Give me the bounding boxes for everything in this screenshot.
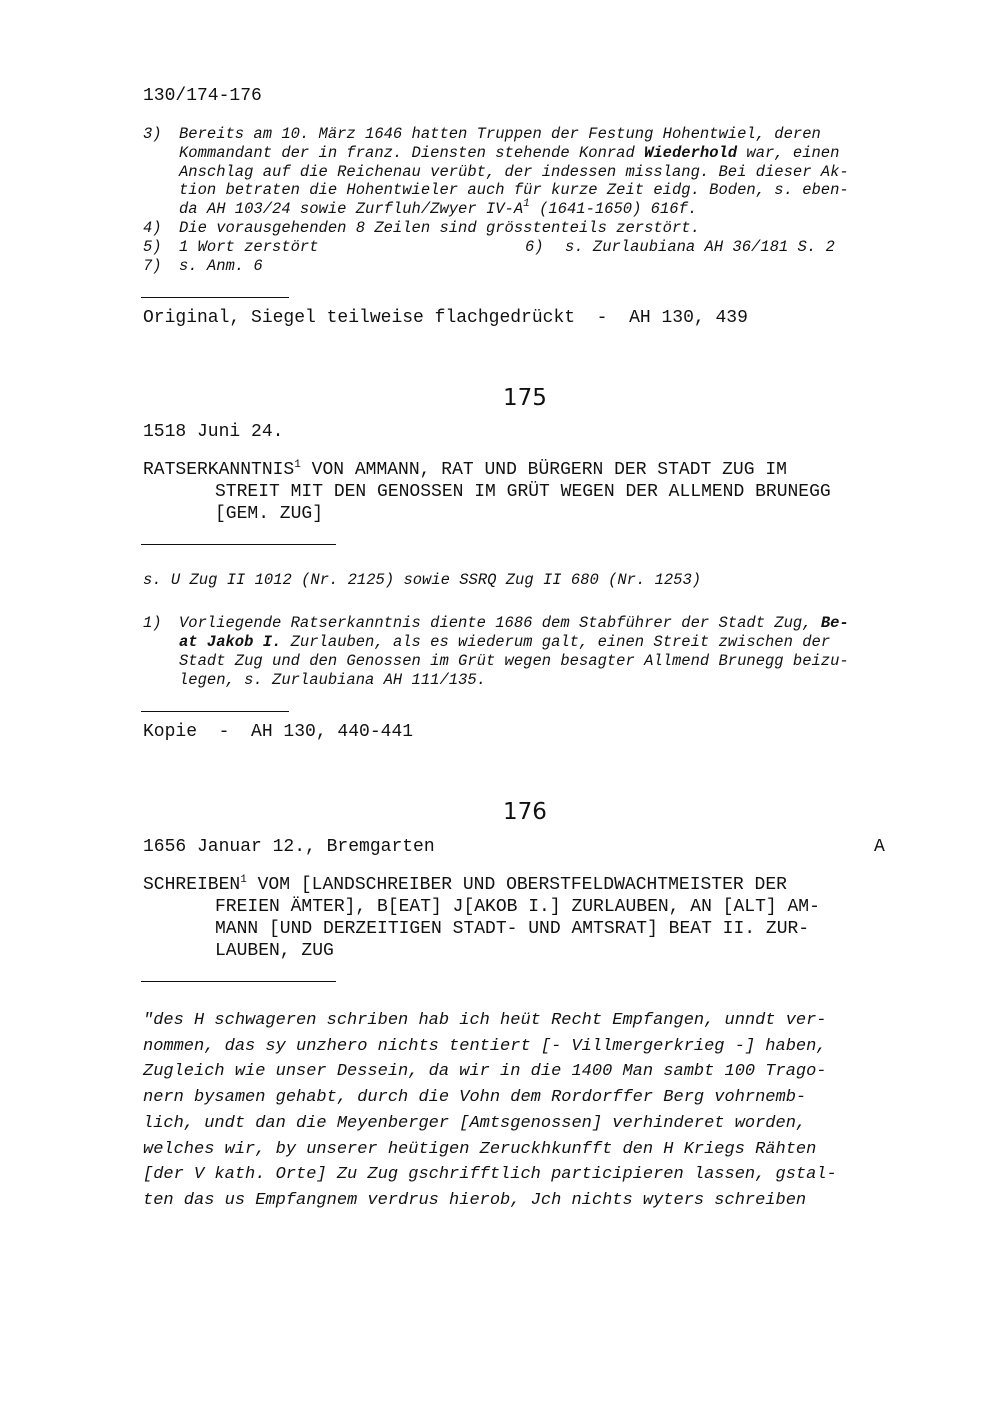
transcription-line: "des H schwageren schriben hab ich heüt Recht Empfangen, unndt ver- [143,1011,827,1030]
text-segment: (1641-1650) 616f. [529,200,698,219]
transcription-line: nommen, das sy unzhero nichts tentiert [- Villmergerkrieg -] haben, [143,1036,827,1056]
footnote-marker: 1 [240,874,247,886]
source-note-174: Original, Siegel teilweise flachgedrückt - AH 130, 439 [143,308,748,328]
text-segment: Die vorausgehenden 8 Zeilen sind grösstenteils zerstört. [179,219,700,237]
transcription-line: Zugleich wie unser Dessein, da wir in die 1400 Man sambt 100 Trago- [143,1062,827,1082]
document-marker-176: A [874,837,885,857]
title-line [143,459,787,481]
document-text-176 [143,1008,903,1218]
text-segment: tion betraten die Hohentwieler auch für kurze Zeit eidg. Boden, s. eben- [179,181,849,200]
text-segment: SCHREIBEN [143,875,241,895]
text-segment: legen, s. Zurlaubiana AH 111/135. [179,671,486,689]
footnotes-174 [143,125,923,275]
text-segment: LAUBEN, ZUG [215,941,334,961]
text-segment: [GEM. ZUG] [215,504,324,524]
text-segment: VON AMMANN, RAT UND BÜRGERN DER STADT ZUG IM [300,460,787,480]
footnote-number: 5) [143,237,162,256]
document-title-175 [143,459,913,529]
text-segment: war, einen [737,143,840,162]
footnote-175 [143,614,923,694]
text-segment: VOM [LANDSCHREIBER UND OBERSTFELDWACHTMEISTER DER [246,875,787,895]
title-line [215,481,831,503]
document-number-175: 175 [503,385,547,411]
text-segment: Zurlauben, als es wiederum galt, einen Streit zwischen der [281,633,831,651]
footnote-marker: 1 [294,459,301,471]
text-segment: da AH 103/24 sowie Zurfluh/Zwyer IV-A [179,200,524,219]
transcription-line: ten das us Empfangnem verdrus hierob, Jch nichts wyters schreiben [143,1190,807,1210]
reference-175: s. U Zug II 1012 (Nr. 2125) sowie SSRQ Zug II 680 (Nr. 1253) [143,571,702,589]
text-segment: Kommandant der in franz. Diensten stehende Konrad [179,143,645,162]
bold-name: Be- [820,614,849,632]
footnote-text-line [179,614,849,633]
footnote-text-line [179,671,486,690]
text-segment: Vorliegende Ratserkanntnis diente 1686 dem Stabführer der Stadt Zug, [179,614,821,632]
document-number-176: 176 [503,799,547,825]
title-line [215,918,809,940]
footnote-number: 6) [525,237,544,256]
footnote-number: 4) [143,219,162,237]
text-segment: FREIEN ÄMTER], B[EAT] J[AKOB I.] ZURLAUBEN, AN [ALT] AM- [215,897,820,917]
footnote-text-line: s. Zurlaubiana AH 36/181 S. 2 [565,237,835,256]
footnote-text-line [179,163,849,182]
transcription-line: lich, undt dan die Meyenberger [Amtsgenossen] verhinderet worden, [143,1113,807,1133]
text-segment: STREIT MIT DEN GENOSSEN IM GRÜT WEGEN DER ALLMEND BRUNEGG [215,482,831,502]
divider-rule [141,544,336,545]
divider-rule [141,711,289,712]
text-segment: Anschlag auf die Reichenau verübt, der indessen misslang. Bei dieser Ak- [179,162,849,181]
text-segment: 1 Wort zerstört [179,237,319,256]
title-line [215,940,334,962]
text-segment: Bereits am 10. März 1646 hatten Truppen der Festung Hohentwiel, deren [179,125,821,143]
footnote-text-line [179,144,839,163]
footnote-text-line [179,125,821,144]
text-segment: RATSERKANNTNIS [143,460,295,480]
footnote-marker: 1 [523,198,530,211]
transcription-line: nern bysamen gehabt, durch die Vohn dem Rordorffer Berg vohrnemb- [143,1088,807,1108]
title-line [215,503,323,525]
footnote-text-line [179,652,849,671]
footnote-text-line [179,200,697,219]
footnote-text-line [179,238,319,257]
footnote-text-line [179,257,263,276]
transcription-line: [der V kath. Orte] Zu Zug gschrifftlich participieren lassen, gstal- [143,1165,837,1185]
source-note-175: Kopie - AH 130, 440-441 [143,722,414,742]
footnote-text-line [179,181,849,200]
title-line [215,896,820,918]
footnote-number: 3) [143,125,162,143]
footnote-number: 7) [143,256,162,275]
title-line [143,874,787,896]
page-reference: 130/174-176 [143,86,262,106]
transcription-line: welches wir, by unserer heütigen Zeruckhkunfft den H Kriegs Rähten [143,1139,817,1159]
footnote-number: 1) [143,614,162,632]
bold-name: Wiederhold [644,143,738,162]
footnote-text-line [179,219,700,238]
document-title-176 [143,874,913,966]
document-date-175: 1518 Juni 24. [143,422,284,442]
bold-name: at Jakob I. [179,633,282,651]
divider-rule [141,981,336,982]
divider-rule [141,297,289,298]
text-segment: MANN [UND DERZEITIGEN STADT- UND AMTSRAT] BEAT II. ZUR- [215,919,810,939]
text-segment: Stadt Zug und den Genossen im Grüt wegen besagter Allmend Brunegg beizu- [179,652,849,670]
footnote-text-line [179,633,830,652]
text-segment: s. Anm. 6 [179,256,263,275]
document-date-176: 1656 Januar 12., Bremgarten [143,837,435,857]
